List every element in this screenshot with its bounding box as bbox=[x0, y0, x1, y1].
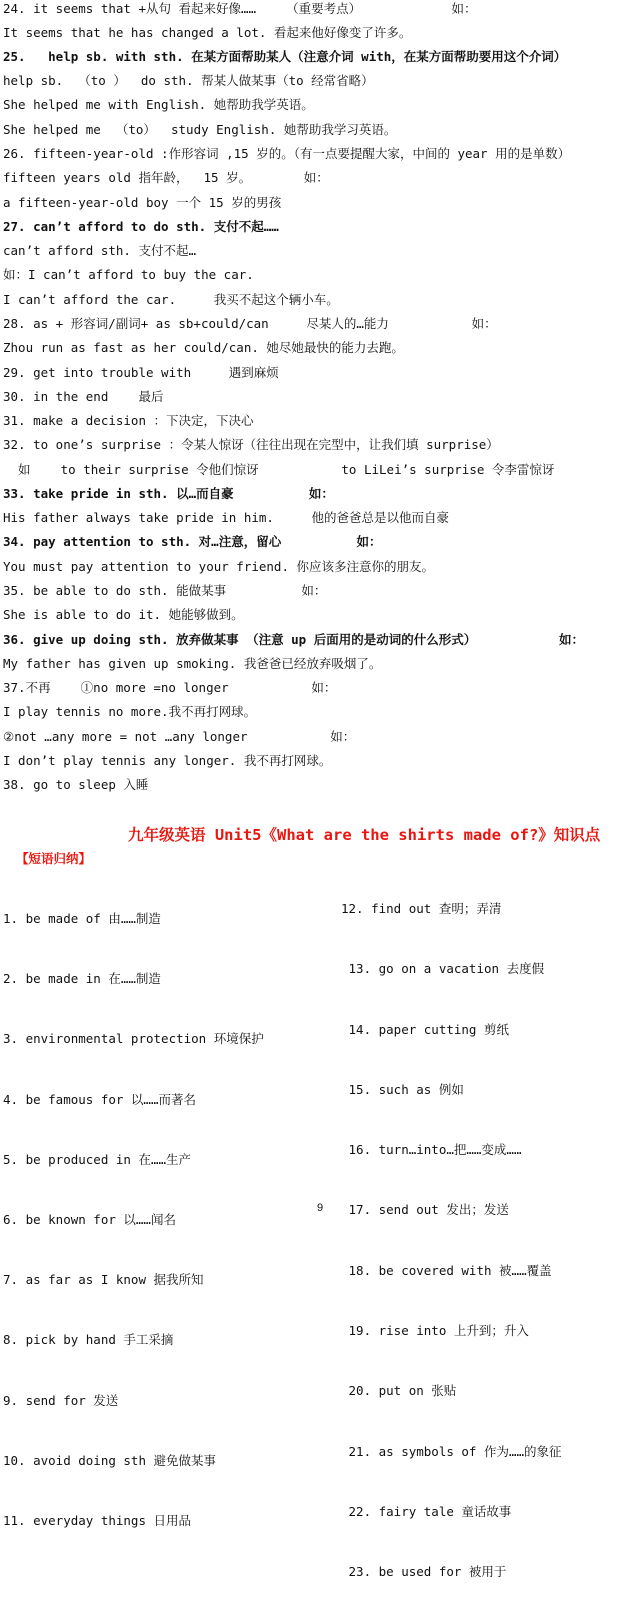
line-36-example: My father has given up smoking. 我爸爸已经放弃吸烟了。 bbox=[3, 656, 382, 671]
line-27-example-2: I can’t afford the car. 我买不起这个辆小车。 bbox=[3, 292, 339, 307]
line-37-example-2: I don’t play tennis any longer. 我不再打网球。 bbox=[3, 753, 332, 768]
line-35: 35. be able to do sth. 能做某事 如： bbox=[3, 583, 327, 598]
page-number: 9 bbox=[316, 1202, 324, 1214]
line-26-note: fifteen years old 指年龄， 15 岁。 如： bbox=[3, 170, 329, 185]
phrase-item: 9. send for 发送 bbox=[3, 1392, 119, 1408]
phrase-item: 1. be made of 由……制造 bbox=[3, 911, 161, 926]
phrase-item: 11. everyday things 日用品 bbox=[3, 1512, 192, 1528]
phrase-item: 16. turn…into…把……变成…… bbox=[341, 1142, 522, 1158]
phrase-item: 21. as symbols of 作为……的象征 bbox=[341, 1443, 562, 1459]
phrase-list-left bbox=[3, 874, 264, 1572]
phrase-item: 2. be made in 在……制造 bbox=[3, 971, 161, 987]
line-37-variant: ②not …any more = not …any longer 如： bbox=[3, 729, 356, 744]
line-26: 26. fifteen-year-old :作形容词 ,15 岁的。（有一点要提醒大家，中间的 year 用的是单数） bbox=[3, 146, 571, 161]
line-34: 34. pay attention to sth. 对…注意，留心 如： bbox=[3, 534, 382, 549]
unit-title: 九年级英语 Unit5《What are the shirts made of?》知识点 bbox=[128, 826, 601, 844]
phrase-item: 18. be covered with 被……覆盖 bbox=[341, 1262, 552, 1278]
phrase-item: 10. avoid doing sth 避免做某事 bbox=[3, 1452, 217, 1468]
phrase-item: 22. fairy tale 童话故事 bbox=[341, 1503, 512, 1519]
line-25-help: help sb. （to ） do sth. 帮某人做某事（to 经常省略） bbox=[3, 73, 374, 88]
section-heading: 【短语归纳】 bbox=[16, 851, 92, 866]
phrase-item: 8. pick by hand 手工采摘 bbox=[3, 1332, 174, 1348]
line-25: 25. help sb. with sth. 在某方面帮助某人（注意介词 with，在某方面帮助要用这个介词） bbox=[3, 49, 567, 64]
line-32-example: 如 to their surprise 令他们惊讶 to LiLei’s surprise 令李雷惊讶 bbox=[3, 462, 555, 477]
phrase-item: 6. be known for 以……闻名 bbox=[3, 1211, 176, 1227]
phrase-item: 19. rise into 上升到；升入 bbox=[341, 1323, 529, 1339]
line-31: 31. make a decision ：下决定，下决心 bbox=[3, 413, 254, 428]
line-28: 28. as + 形容词/副词+ as sb+could/can 尽某人的…能力 如： bbox=[3, 316, 497, 331]
line-34-example: You must pay attention to your friend. 你应该多注意你的朋友。 bbox=[3, 559, 435, 574]
line-33: 33. take pride in sth. 以…而自豪 如： bbox=[3, 486, 334, 501]
line-28-example: Zhou run as fast as her could/can. 她尽她最快的能力去跑。 bbox=[3, 340, 404, 355]
phrase-item: 17. send out 发出；发送 bbox=[341, 1202, 509, 1218]
line-38: 38. go to sleep 入睡 bbox=[3, 777, 149, 792]
line-32: 32. to one’s surprise ：令某人惊讶（往往出现在完型中，让我们填 surprise） bbox=[3, 437, 499, 452]
line-36: 36. give up doing sth. 放弃做某事 （注意 up 后面用的是动词的什么形式） 如： bbox=[3, 632, 585, 647]
line-27: 27. can’t afford to do sth. 支付不起…… bbox=[3, 219, 279, 234]
line-37-example-1: I play tennis no more.我不再打网球。 bbox=[3, 704, 257, 719]
phrase-item: 20. put on 张贴 bbox=[341, 1383, 457, 1399]
line-27-example-1: 如：I can’t afford to buy the car. bbox=[3, 267, 254, 282]
phrase-item: 14. paper cutting 剪纸 bbox=[341, 1021, 509, 1037]
line-25-example-2: She helped me （to） study English. 她帮助我学习英语。 bbox=[3, 122, 397, 137]
phrase-item: 23. be used for 被用于 bbox=[341, 1564, 507, 1580]
line-37: 37.不再 ①no more =no longer 如： bbox=[3, 680, 337, 695]
line-33-example: His father always take pride in him. 他的爸爸总是以他而自豪 bbox=[3, 510, 450, 525]
phrase-item: 15. such as 例如 bbox=[341, 1081, 464, 1097]
phrase-item: 12. find out 查明；弄清 bbox=[341, 901, 502, 916]
phrase-list-right bbox=[341, 864, 562, 1624]
phrase-item: 3. environmental protection 环境保护 bbox=[3, 1031, 264, 1047]
phrase-item: 5. be produced in 在……生产 bbox=[3, 1151, 192, 1167]
line-27-variant: can’t afford sth. 支付不起… bbox=[3, 243, 196, 258]
line-24: 24. it seems that +从句 看起来好像…… （重要考点） 如： bbox=[3, 1, 477, 16]
line-30: 30. in the end 最后 bbox=[3, 389, 164, 404]
phrase-item: 7. as far as I know 据我所知 bbox=[3, 1272, 204, 1288]
phrase-item: 4. be famous for 以……而著名 bbox=[3, 1091, 196, 1107]
line-35-example: She is able to do it. 她能够做到。 bbox=[3, 607, 244, 622]
line-24-example: It seems that he has changed a lot. 看起来他好像变了许多。 bbox=[3, 25, 412, 40]
line-29: 29. get into trouble with 遇到麻烦 bbox=[3, 365, 279, 380]
phrase-item: 13. go on a vacation 去度假 bbox=[341, 961, 545, 977]
line-25-example-1: She helped me with English. 她帮助我学英语。 bbox=[3, 97, 314, 112]
line-26-example: a fifteen-year-old boy 一个 15 岁的男孩 bbox=[3, 195, 282, 210]
